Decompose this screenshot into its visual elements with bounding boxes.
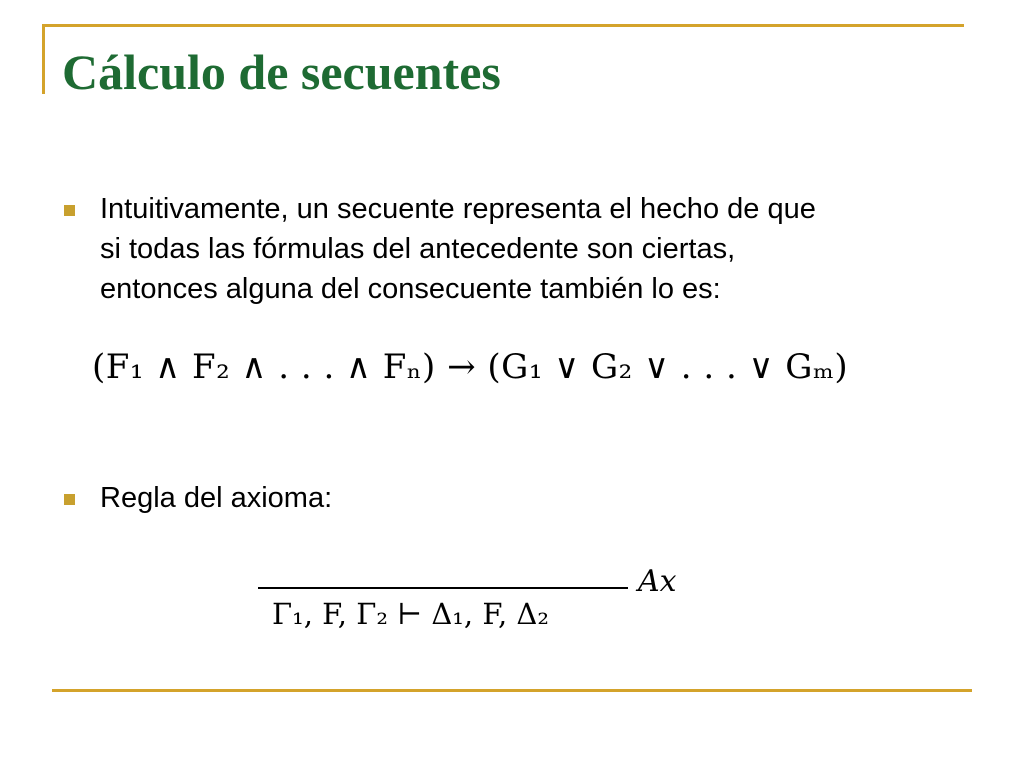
bullet-text-line: Intuitivamente, un secuente representa el hecho de que (100, 193, 816, 225)
bullet-text-line: si todas las fórmulas del antecedente son ciertas, (100, 233, 736, 265)
frame-bottom-line (52, 689, 972, 692)
bullet-text-regla: Regla del axioma: (100, 482, 333, 514)
bullet-marker (64, 205, 75, 216)
frame-top-line (42, 24, 964, 27)
slide-title: Cálculo de secuentes (62, 44, 501, 100)
bullet-text-intuitivamente (100, 189, 816, 309)
bullet-marker (64, 494, 75, 505)
inference-rule-line (258, 587, 628, 589)
axiom-rule-name: Ax (638, 564, 677, 599)
axiom-sequent: Γ₁, F, Γ₂ ⊢ Δ₁, F, Δ₂ (272, 597, 549, 631)
implication-formula: (F₁ ∧ F₂ ∧ . . . ∧ Fₙ) → (G₁ ∨ G₂ ∨ . . . ∨ Gₘ) (92, 347, 849, 387)
bullet-text-line: entonces alguna del consecuente también lo es: (100, 273, 721, 305)
frame-left-line (42, 24, 45, 94)
